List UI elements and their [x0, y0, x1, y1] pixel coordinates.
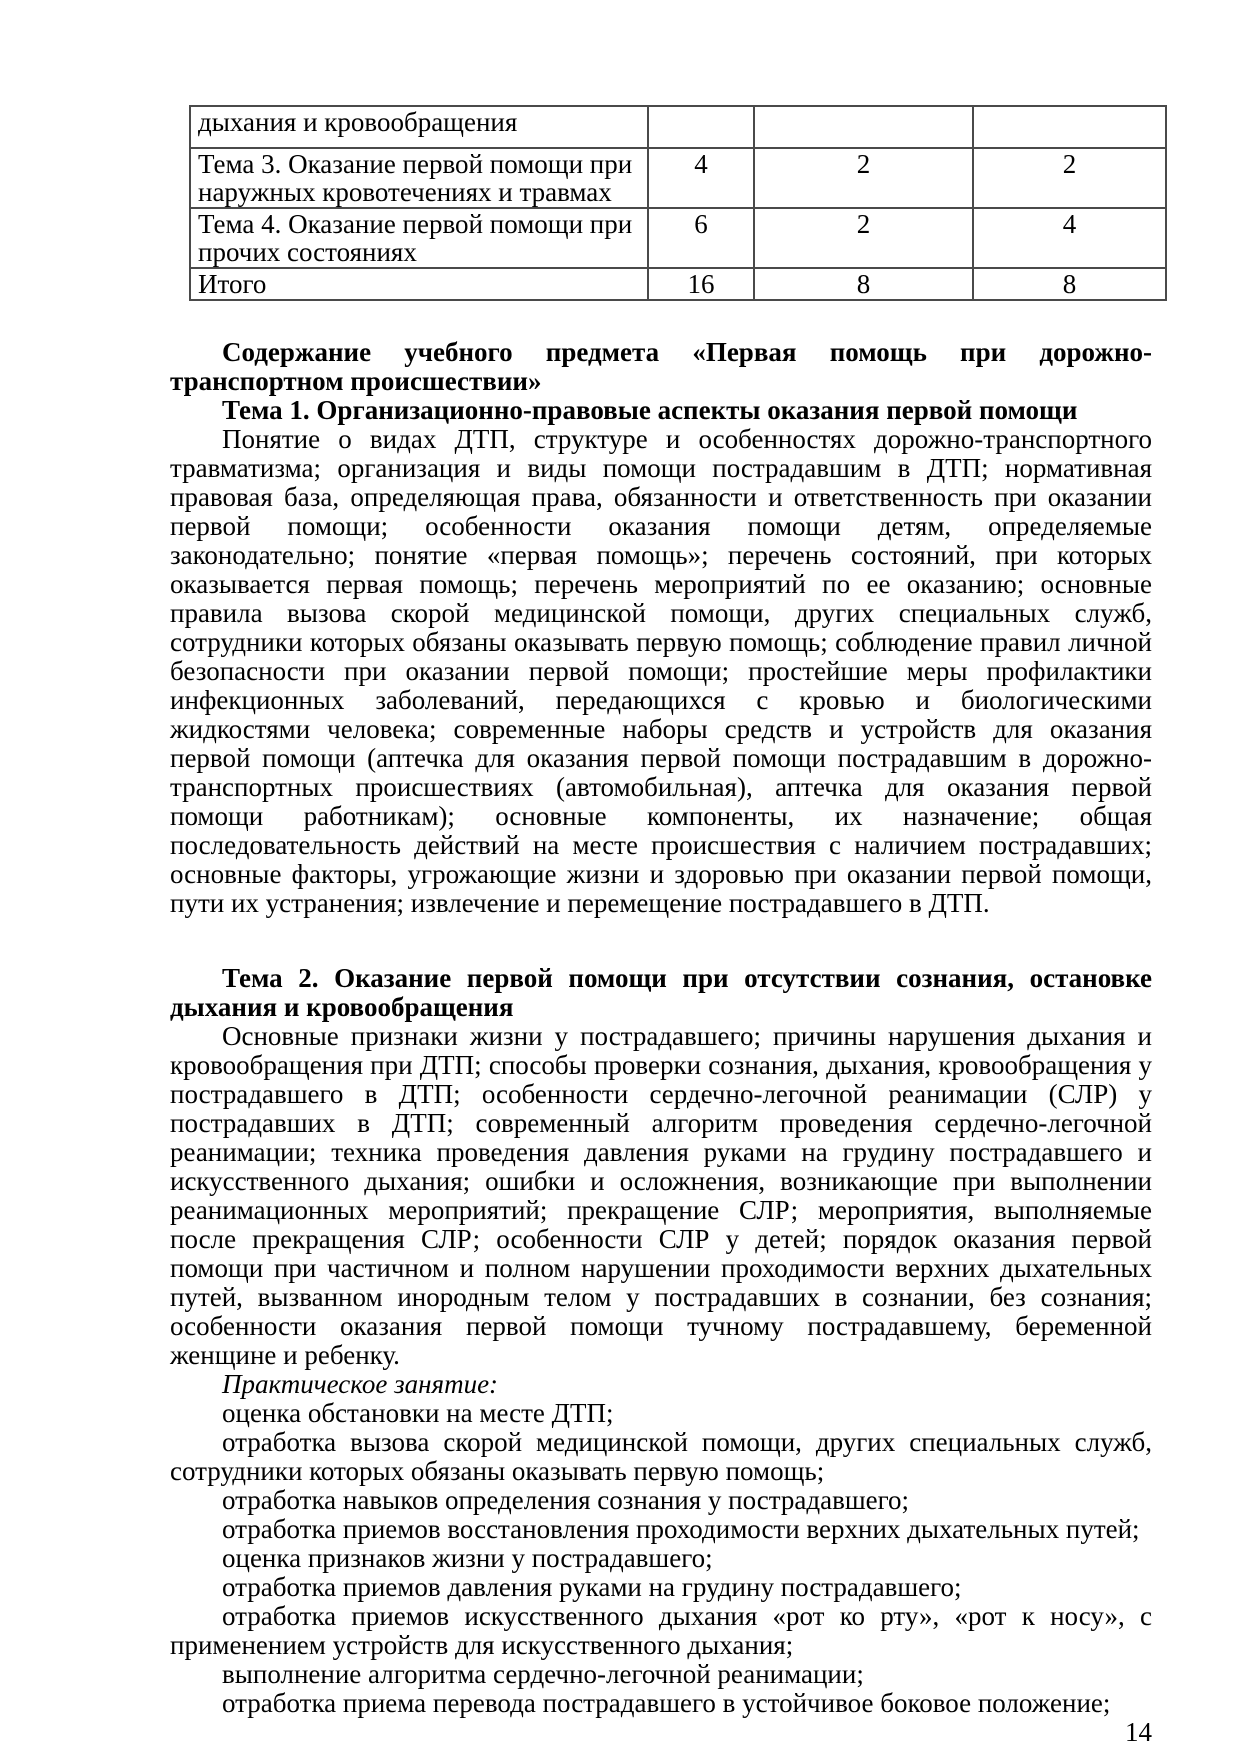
table-cell-hours-theory: 8 — [754, 268, 973, 300]
page-number: 14 — [1125, 1717, 1152, 1747]
curriculum-hours-table — [189, 105, 1167, 301]
practice-item: отработка приемов искусственного дыхания «рот ко рту», «рот к носу», с применением устройств для искусственного дыхания; — [170, 1601, 1152, 1660]
table-cell-hours-practice — [973, 106, 1166, 148]
section-heading: Содержание учебного предмета «Первая помощь при дорожно-транспортном происшествии» — [170, 337, 1152, 396]
practice-item: отработка приемов давления руками на грудину пострадавшего; — [222, 1572, 962, 1602]
table-cell-hours-theory: 2 — [754, 148, 973, 208]
table-cell-hours-theory — [754, 106, 973, 148]
table-row — [190, 106, 1166, 148]
theme2-heading: Тема 2. Оказание первой помощи при отсутствии сознания, остановке дыхания и кровообращения — [170, 963, 1152, 1022]
table-cell-topic: Тема 4. Оказание первой помощи при прочих состояниях — [190, 208, 648, 268]
table-cell-topic: Итого — [190, 268, 648, 300]
practice-item: оценка обстановки на месте ДТП; — [222, 1398, 614, 1428]
table-cell-hours-total: 16 — [648, 268, 754, 300]
table-cell-topic: Тема 3. Оказание первой помощи при наружных кровотечениях и травмах — [190, 148, 648, 208]
table-row-total — [190, 268, 1166, 300]
theme2-body: Основные признаки жизни у пострадавшего; причины нарушения дыхания и кровообращения при ДТП; способы проверки сознания, дыхания, кровообращения у пострадавшего в ДТП; особенности сердечно-легочной реанимации (СЛР) у пострадавших в ДТП; современный алгоритм проведения сердечно-легочной реанимации; техника проведения давления руками на грудину пострадавшего и искусственного дыхания; ошибки и осложнения, возникающие при выполнении реанимационных мероприятий; прекращение СЛР; мероприятия, выполняемые после прекращения СЛР; особенности СЛР у детей; порядок оказания первой помощи при частичном и полном нарушении проходимости верхних дыхательных путей, вызванном инородным телом у пострадавших в сознании, без сознания; особенности оказания первой помощи тучному пострадавшему, беременной женщине и ребенку. — [170, 1021, 1152, 1370]
table-cell-topic: дыхания и кровообращения — [190, 106, 648, 148]
practice-item: отработка приема перевода пострадавшего в устойчивое боковое положение; — [222, 1688, 1111, 1718]
table-cell-hours-practice: 8 — [973, 268, 1166, 300]
table-cell-hours-total: 6 — [648, 208, 754, 268]
table-row — [190, 208, 1166, 268]
practice-item: отработка навыков определения сознания у пострадавшего; — [222, 1485, 910, 1515]
table-row — [190, 148, 1166, 208]
practice-item: оценка признаков жизни у пострадавшего; — [222, 1543, 713, 1573]
table-cell-hours-total — [648, 106, 754, 148]
table-cell-hours-practice: 2 — [973, 148, 1166, 208]
theme1-heading: Тема 1. Организационно-правовые аспекты оказания первой помощи — [222, 395, 1078, 425]
practice-item: выполнение алгоритма сердечно-легочной реанимации; — [222, 1659, 864, 1689]
practice-item: отработка приемов восстановления проходимости верхних дыхательных путей; — [222, 1514, 1140, 1544]
table-cell-hours-theory: 2 — [754, 208, 973, 268]
theme1-body: Понятие о видах ДТП, структуре и особенностях дорожно-транспортного травматизма; организация и виды помощи пострадавшим в ДТП; нормативная правовая база, определяющая права, обязанности и ответственность при оказании первой помощи; особенности оказания помощи детям, определяемые законодательно; понятие «первая помощь»; перечень состояний, при которых оказывается первая помощь; перечень мероприятий по ее оказанию; основные правила вызова скорой медицинской помощи, других специальных служб, сотрудники которых обязаны оказывать первую помощь; соблюдение правил личной безопасности при оказании первой помощи; простейшие меры профилактики инфекционных заболеваний, передающихся с кровью и биологическими жидкостями человека; современные наборы средств и устройств для оказания первой помощи (аптечка для оказания первой помощи пострадавшим в дорожно-транспортных происшествиях (автомобильная), аптечка для оказания первой помощи работникам); основные компоненты, их назначение; общая последовательность действий на месте происшествия с наличием пострадавших; основные факторы, угрожающие жизни и здоровью при оказании первой помощи, пути их устранения; извлечение и перемещение пострадавшего в ДТП. — [170, 424, 1152, 918]
table-cell-hours-total: 4 — [648, 148, 754, 208]
table-cell-hours-practice: 4 — [973, 208, 1166, 268]
practice-label: Практическое занятие: — [222, 1369, 499, 1399]
practice-item: отработка вызова скорой медицинской помощи, других специальных служб, сотрудники которых обязаны оказывать первую помощь; — [170, 1427, 1152, 1486]
